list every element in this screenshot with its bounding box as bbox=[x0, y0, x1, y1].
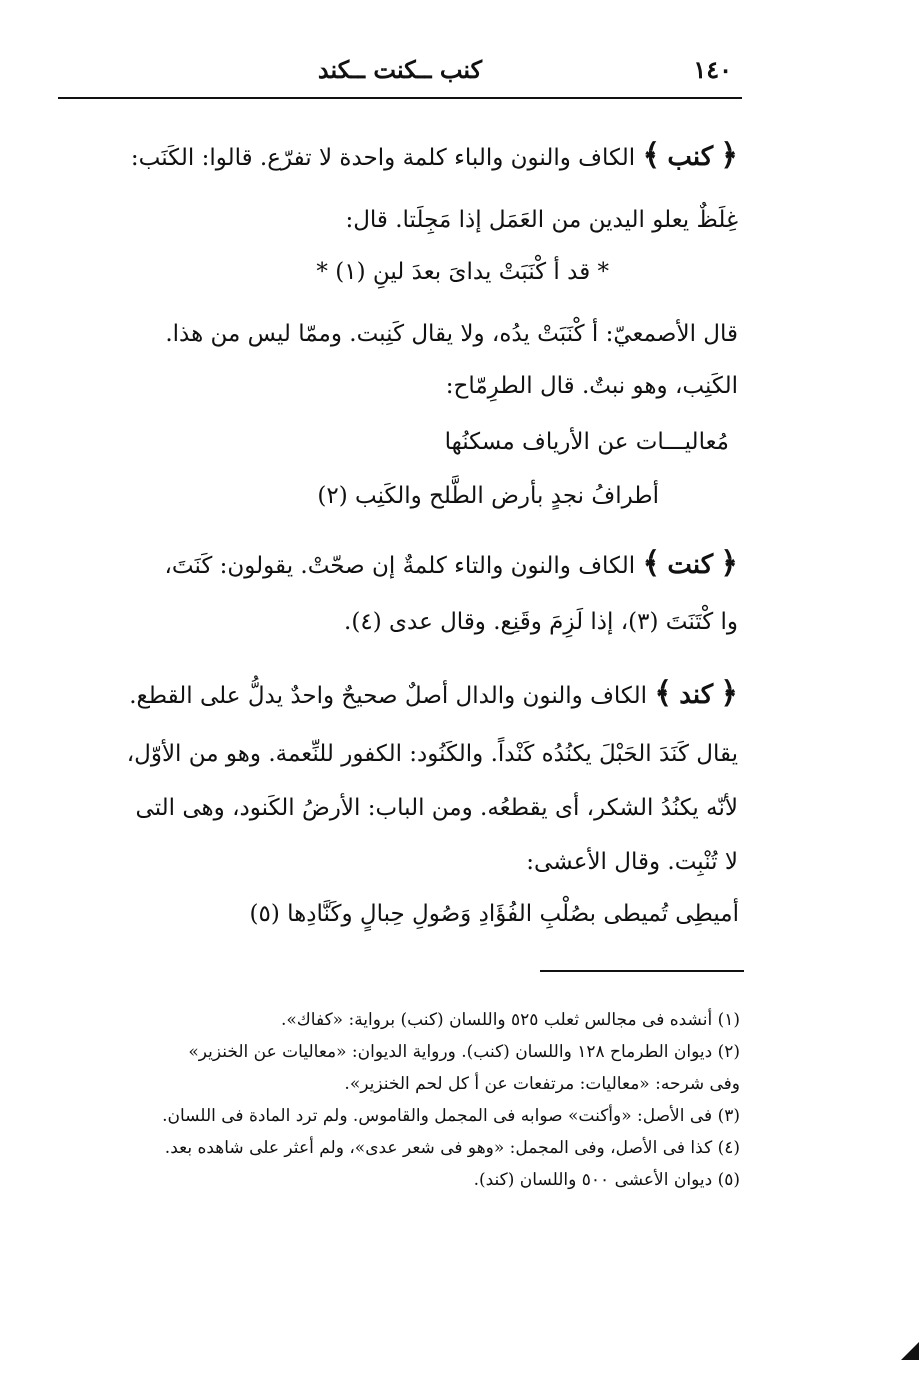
body-text: الكاف والنون والباء كلمة واحدة لا تفرّع. قالوا: الكَنَب: bbox=[130, 145, 636, 171]
header-rule bbox=[58, 97, 742, 99]
footnote-3: (٣) فى الأصل: «وأكنت» صوابه فى المجمل والقاموس. ولم ترد المادة فى اللسان. bbox=[162, 1106, 740, 1126]
body-text: الكَنِب، وهو نبتٌ. قال الطرِمّاح: bbox=[445, 373, 738, 399]
entry-kanab-line-2 bbox=[52, 204, 738, 236]
entry-head-kanad: كند bbox=[679, 680, 714, 710]
verse-2a: مُعاليـــات عن الأرياف مسكنُها bbox=[444, 429, 729, 455]
footnote-4: (٤) كذا فى الأصل، وفى المجمل: «وهو فى شعر عدى»، ولم أعثر على شاهده بعد. bbox=[164, 1138, 740, 1158]
footnote-1: (١) أنشده فى مجالس ثعلب ٥٢٥ واللسان (كنب) برواية: «كفاك». bbox=[280, 1010, 740, 1030]
footnote-5: (٥) ديوان الأعشى ٥٠٠ واللسان (كند). bbox=[473, 1170, 740, 1190]
entry-kanat-line-2 bbox=[52, 606, 738, 638]
entry-kanad-line-2 bbox=[52, 738, 738, 770]
page-number: ١٤٠ bbox=[693, 55, 732, 84]
verse-2b: أطرافُ نجدٍ بأرض الطَّلح والكَنِب (٢) bbox=[317, 483, 659, 509]
verse-1: * قد أ كْنَبَتْ يداىَ بعدَ لينِ (١) * bbox=[316, 259, 609, 285]
body-text: لا تُنْبِت. وقال الأعشى: bbox=[526, 849, 738, 875]
body-text: يقال كَنَدَ الحَبْلَ يكنُدُه كَنْداً. والكَنُود: الكفور للنِّعمة. وهو من الأوّل، bbox=[126, 741, 738, 767]
body-text: غِلَظٌ يعلو اليدين من العَمَل إذا مَجِلَتا. قال: bbox=[345, 207, 738, 233]
page-corner-mark bbox=[901, 1342, 919, 1360]
body-text: وا كْتَنَتَ (٣)، إذا لَزِمَ وقَنِع. وقال عدى (٤). bbox=[344, 609, 738, 635]
page-header bbox=[58, 52, 742, 90]
entry-kanab-line-1: ﴿ كنب ﴾ الكاف والنون والباء كلمة واحدة لا تفرّع. قالوا: الكَنَب: bbox=[130, 138, 738, 173]
verse-3: أميطِى تُميطى بصُلْبِ الفُؤَادِ وَصُولِ حِبالٍ وكَنَّادِها (٥) bbox=[249, 901, 739, 927]
running-title: كنب ــكنت ــكند bbox=[317, 55, 483, 84]
entry-kanad-line-3 bbox=[52, 792, 738, 824]
body-text: لأنّه يكنُدُ الشكر، أى يقطعُه. ومن الباب: الأرضُ الكَنود، وهى التى bbox=[135, 795, 738, 821]
entry-head-kanab: كنب bbox=[667, 142, 714, 172]
body-text: قال الأصمعيّ: أ كْنَبَتْ يدُه، ولا يقال كَنِبت. وممّا ليس من هذا. bbox=[165, 321, 738, 347]
entry-kanad-line-4 bbox=[52, 846, 738, 878]
entry-kanab-line-3 bbox=[52, 318, 738, 350]
entry-head-kanat: كنت bbox=[667, 550, 714, 580]
entry-kanad-line-1: ﴿ كند ﴾ الكاف والنون والدال أصلٌ صحيحٌ واحدٌ يدلُّ على القطع. bbox=[129, 676, 738, 711]
body-text: الكاف والنون والتاء كلمةٌ إن صحّتْ. يقولون: كَنَتَ، bbox=[164, 553, 636, 579]
body-text: الكاف والنون والدال أصلٌ صحيحٌ واحدٌ يدلُّ على القطع. bbox=[129, 683, 648, 709]
entry-kanat-line-1: ﴿ كنت ﴾ الكاف والنون والتاء كلمةٌ إن صحّتْ. يقولون: كَنَتَ، bbox=[164, 546, 738, 581]
entry-kanab-line-4 bbox=[52, 370, 738, 402]
footnote-rule bbox=[540, 970, 744, 972]
footnote-2: (٢) ديوان الطرماح ١٢٨ واللسان (كنب). ورواية الديوان: «معاليات عن الخنزير» bbox=[188, 1042, 740, 1062]
footnote-2-cont: وفى شرحه: «معاليات: مرتفعات عن أ كل لحم الخنزير». bbox=[344, 1074, 740, 1094]
